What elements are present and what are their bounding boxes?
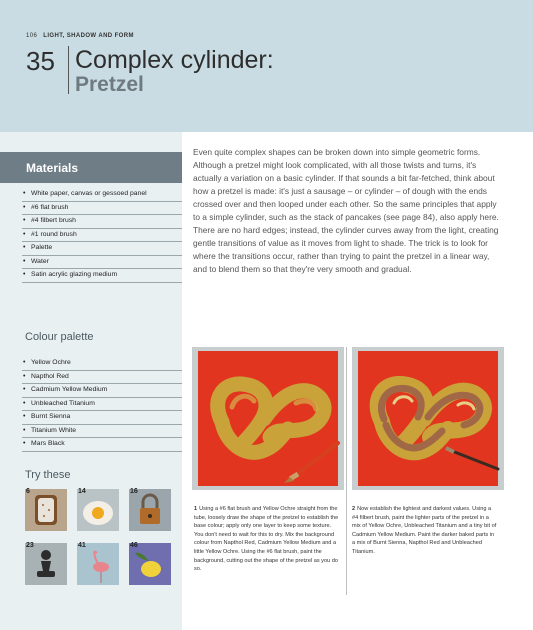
thumbnail-number: 46: [130, 542, 138, 549]
list-item: • Water: [22, 256, 182, 270]
thumbnail-toast[interactable]: [25, 489, 67, 531]
pretzel-sketch-painting: [192, 347, 344, 490]
list-item: • Napthol Red: [22, 371, 182, 385]
list-item: • Titanium White: [22, 425, 182, 439]
page-number: 106: [26, 33, 38, 39]
thumbnail-padlock[interactable]: [129, 489, 171, 531]
list-item: • #6 flat brush: [22, 202, 182, 216]
list-item: • #1 round brush: [22, 229, 182, 243]
thumbnail-number: 23: [26, 542, 34, 549]
step-number: 2: [352, 506, 356, 512]
list-item: • Yellow Ochre: [22, 357, 182, 371]
try-these-heading: Try these: [25, 469, 71, 481]
egg-image: [77, 489, 119, 531]
padlock-image: [129, 489, 171, 531]
column-divider: [346, 347, 347, 595]
thumbnail-lemon[interactable]: [129, 543, 171, 585]
step-2-image: [352, 347, 504, 490]
thumbnail-chess-pawn[interactable]: [25, 543, 67, 585]
page-title: Complex cylinder:: [75, 46, 274, 74]
list-item: • White paper, canvas or gessoed panel: [22, 188, 182, 202]
palette-heading: Colour palette: [25, 331, 94, 343]
thumbnail-flamingo[interactable]: [77, 543, 119, 585]
step-number: 1: [194, 506, 198, 512]
materials-list: [22, 188, 182, 283]
thumbnail-number: 6: [26, 488, 30, 495]
list-item: • Unbleached Titanium: [22, 398, 182, 412]
step-text: Now establish the lightest and darkest values. Using a #4 filbert brush, paint the lighter parts of the pretzel in a mix of Yellow Ochre, Unbleached Titanium and a tiny bit of Cadmium Yellow Medium. Paint the darker baked parts in a mix of Burnt Sienna, Napthol Red and Unbleached Titanium.: [352, 506, 497, 555]
intro-paragraph: Even quite complex shapes can be broken down into simple geometric forms. Although a pretzel might look complicated, with all those twists and turns, it's actually a variation on a basic cylinder. If that sounds a bit far-fetched, think about how a pretzel is made: it's just a sausage – or cylinder – of dough with the ends crossed over and then looped under each other. So the same principles that apply to a simple cylinder, such as the stack of pancakes (see page 84), also apply here. There are no hard edges; instead, the cylinder curves away from the light, creating gentle transitions of value as it moves from light to shade. The trick is to look for where the transitions occur, rather than trying to paint the pretzel in a linear way, and to blend them so that they're very smooth and gradual.: [193, 147, 499, 274]
palette-list: [22, 357, 182, 452]
list-item: • Palette: [22, 242, 182, 256]
pretzel-values-painting: [352, 347, 504, 490]
thumbnail-number: 41: [78, 542, 86, 549]
list-item: • #4 filbert brush: [22, 215, 182, 229]
thumbnail-number: 16: [130, 488, 138, 495]
list-item: • Satin acrylic glazing medium: [22, 269, 182, 283]
page-subtitle: Pretzel: [75, 73, 144, 96]
list-item: • Cadmium Yellow Medium: [22, 384, 182, 398]
list-item: • Burnt Sienna: [22, 411, 182, 425]
chess-pawn-image: [25, 543, 67, 585]
step-2-caption: [352, 505, 497, 557]
list-item: • Mars Black: [22, 438, 182, 452]
toast-image: [25, 489, 67, 531]
materials-heading: Materials: [0, 152, 182, 183]
step-1-caption: [194, 505, 339, 574]
flamingo-image: [77, 543, 119, 585]
thumbnail-number: 14: [78, 488, 86, 495]
section-title: LIGHT, SHADOW AND FORM: [43, 33, 134, 39]
step-text: Using a #6 flat brush and Yellow Ochre straight from the tube, loosely draw the shape of the pretzel to establish the base colour; apply only one layer to keep some texture. You don't need to wait for this to dry. Mix the background colour from Napthol Red, Cadmium Yellow Medium and a little Yellow Ochre. Using the #6 flat brush, paint the background, cutting out the shape of the pretzel as you do so.: [194, 506, 339, 573]
lemon-image: [129, 543, 171, 585]
thumbnail-egg[interactable]: [77, 489, 119, 531]
title-divider: [68, 46, 69, 94]
step-1-image: [192, 347, 344, 490]
project-number: 35: [26, 46, 55, 76]
running-head: [26, 33, 134, 39]
